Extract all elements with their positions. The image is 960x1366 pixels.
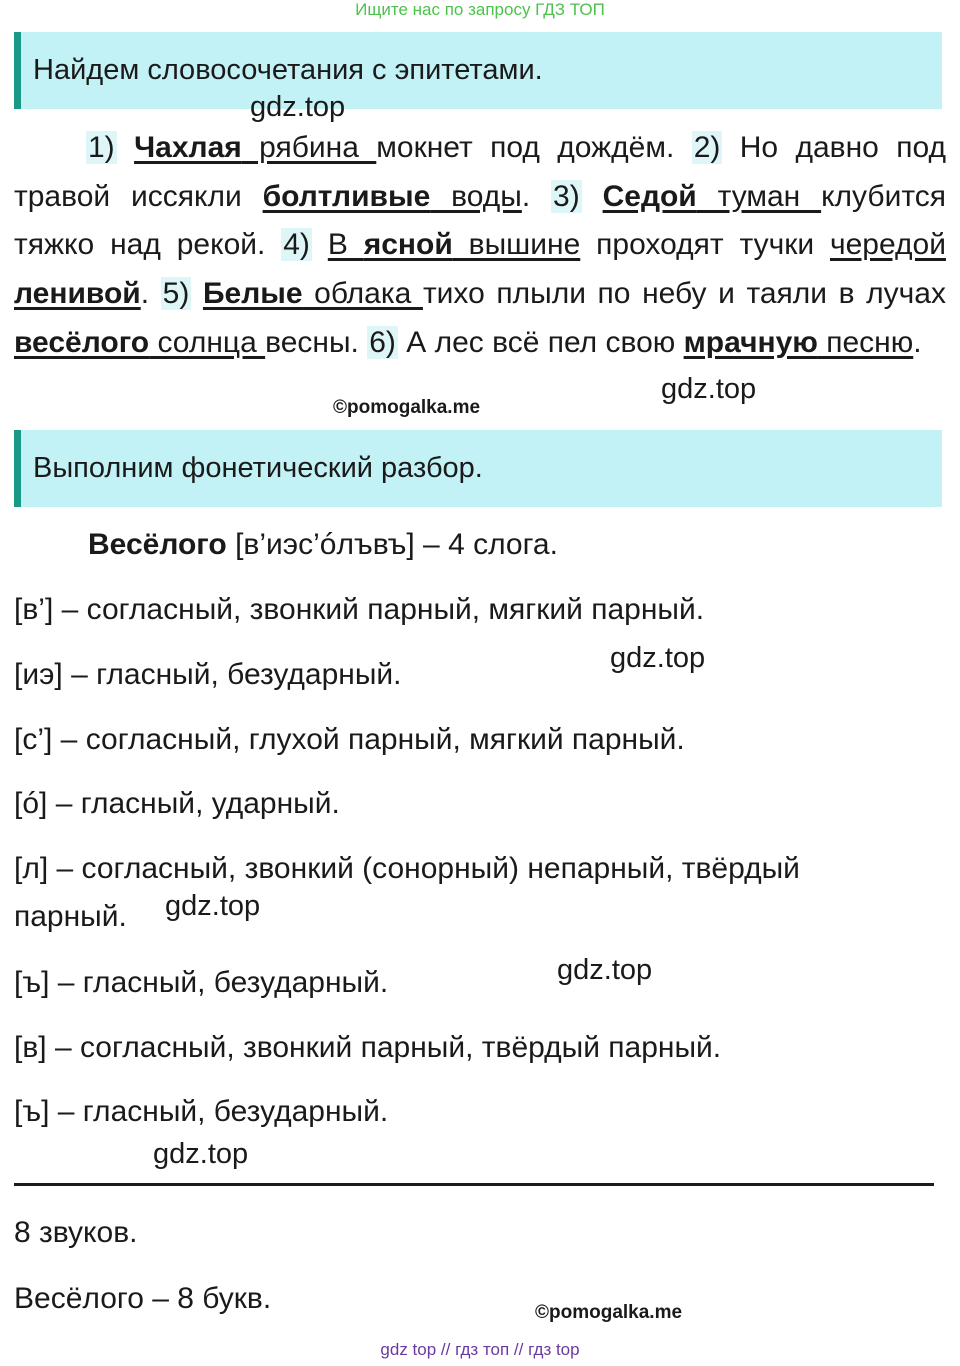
sound-line: [в] – согласный, звонкий парный, твёрдый парный. xyxy=(14,1031,722,1064)
phrase-underlined: мрачную песню xyxy=(683,325,914,359)
sentence-number: 4) xyxy=(283,228,310,262)
sound-line: [в’] – согласный, звонкий парный, мягкий парный. xyxy=(14,593,705,626)
sound-line: [с’] – согласный, глухой парный, мягкий парный. xyxy=(14,723,685,756)
watermark: gdz.top xyxy=(557,954,653,986)
text: весны. xyxy=(265,325,368,359)
analyzed-word: Весёлого xyxy=(88,528,227,561)
text: . xyxy=(913,325,922,359)
footer-links[interactable]: gdz top // гдз топ // гдз top xyxy=(380,1340,580,1359)
sound-line-cont: парный. xyxy=(14,900,127,933)
text: А лес всё пел свою xyxy=(397,325,684,359)
phrase-underlined: Седой туман xyxy=(602,179,822,213)
sound-line: [ъ] – гласный, безударный. xyxy=(14,1095,389,1128)
section-header-epithets xyxy=(14,32,942,109)
watermark: gdz.top xyxy=(153,1138,249,1170)
sentence-number: 5) xyxy=(162,277,190,311)
sound-line: [ó] – гласный, ударный. xyxy=(14,787,340,820)
analysis-heading xyxy=(88,528,558,562)
sounds-total: 8 звуков. xyxy=(14,1216,138,1249)
transcription: [в’иэс’óлъвъ] – 4 слога. xyxy=(226,528,558,561)
section-title: Выполним фонетический разбор. xyxy=(33,452,483,484)
watermark: gdz.top xyxy=(165,890,261,922)
phrase-underlined: весёлого солнца xyxy=(14,325,266,359)
phrase-underlined: Белые облака xyxy=(202,277,423,311)
text: . xyxy=(521,179,552,213)
copyright: ©pomogalka.me xyxy=(333,397,481,418)
text xyxy=(312,228,328,261)
section-title: Найдем словосочетания с эпитетами. xyxy=(33,54,543,86)
sound-line: [ъ] – гласный, безударный. xyxy=(14,966,389,999)
letters-total: Весёлого – 8 букв. xyxy=(14,1282,272,1315)
sentence-number: 3) xyxy=(553,179,580,213)
copyright: ©pomogalka.me xyxy=(535,1302,683,1323)
text: тихо плыли по небу и таяли в лучах xyxy=(422,277,946,311)
text: проходят тучки xyxy=(580,228,830,262)
text: клубится тяжко над рекой. xyxy=(14,179,946,262)
text: Но давно под травой иссякли xyxy=(14,131,946,213)
phrase-underlined: В ясной вышине xyxy=(327,228,581,262)
sentence-number: 1) xyxy=(88,131,115,164)
phrase-underlined: Чахлая рябина xyxy=(134,131,377,164)
phrase-underlined: чередой ленивой xyxy=(14,228,946,311)
epithet-paragraph xyxy=(14,124,946,368)
section-header-phonetic xyxy=(14,430,942,507)
sentence-number: 2) xyxy=(693,131,721,164)
sentence-number: 6) xyxy=(369,325,396,359)
text: мокнет под дождём. xyxy=(376,131,692,164)
phrase-underlined: болтливые воды xyxy=(262,179,522,213)
divider xyxy=(14,1183,934,1186)
sound-line: [иэ] – гласный, безударный. xyxy=(14,658,402,691)
sound-line: [л] – согласный, звонкий (сонорный) непарный, твёрдый xyxy=(14,852,800,885)
watermark: gdz.top xyxy=(250,91,346,123)
watermark: gdz.top xyxy=(661,373,757,405)
watermark: gdz.top xyxy=(610,642,706,674)
text: . xyxy=(140,277,161,311)
top-banner: Ищите нас по запросу ГДЗ ТОП xyxy=(355,0,605,19)
